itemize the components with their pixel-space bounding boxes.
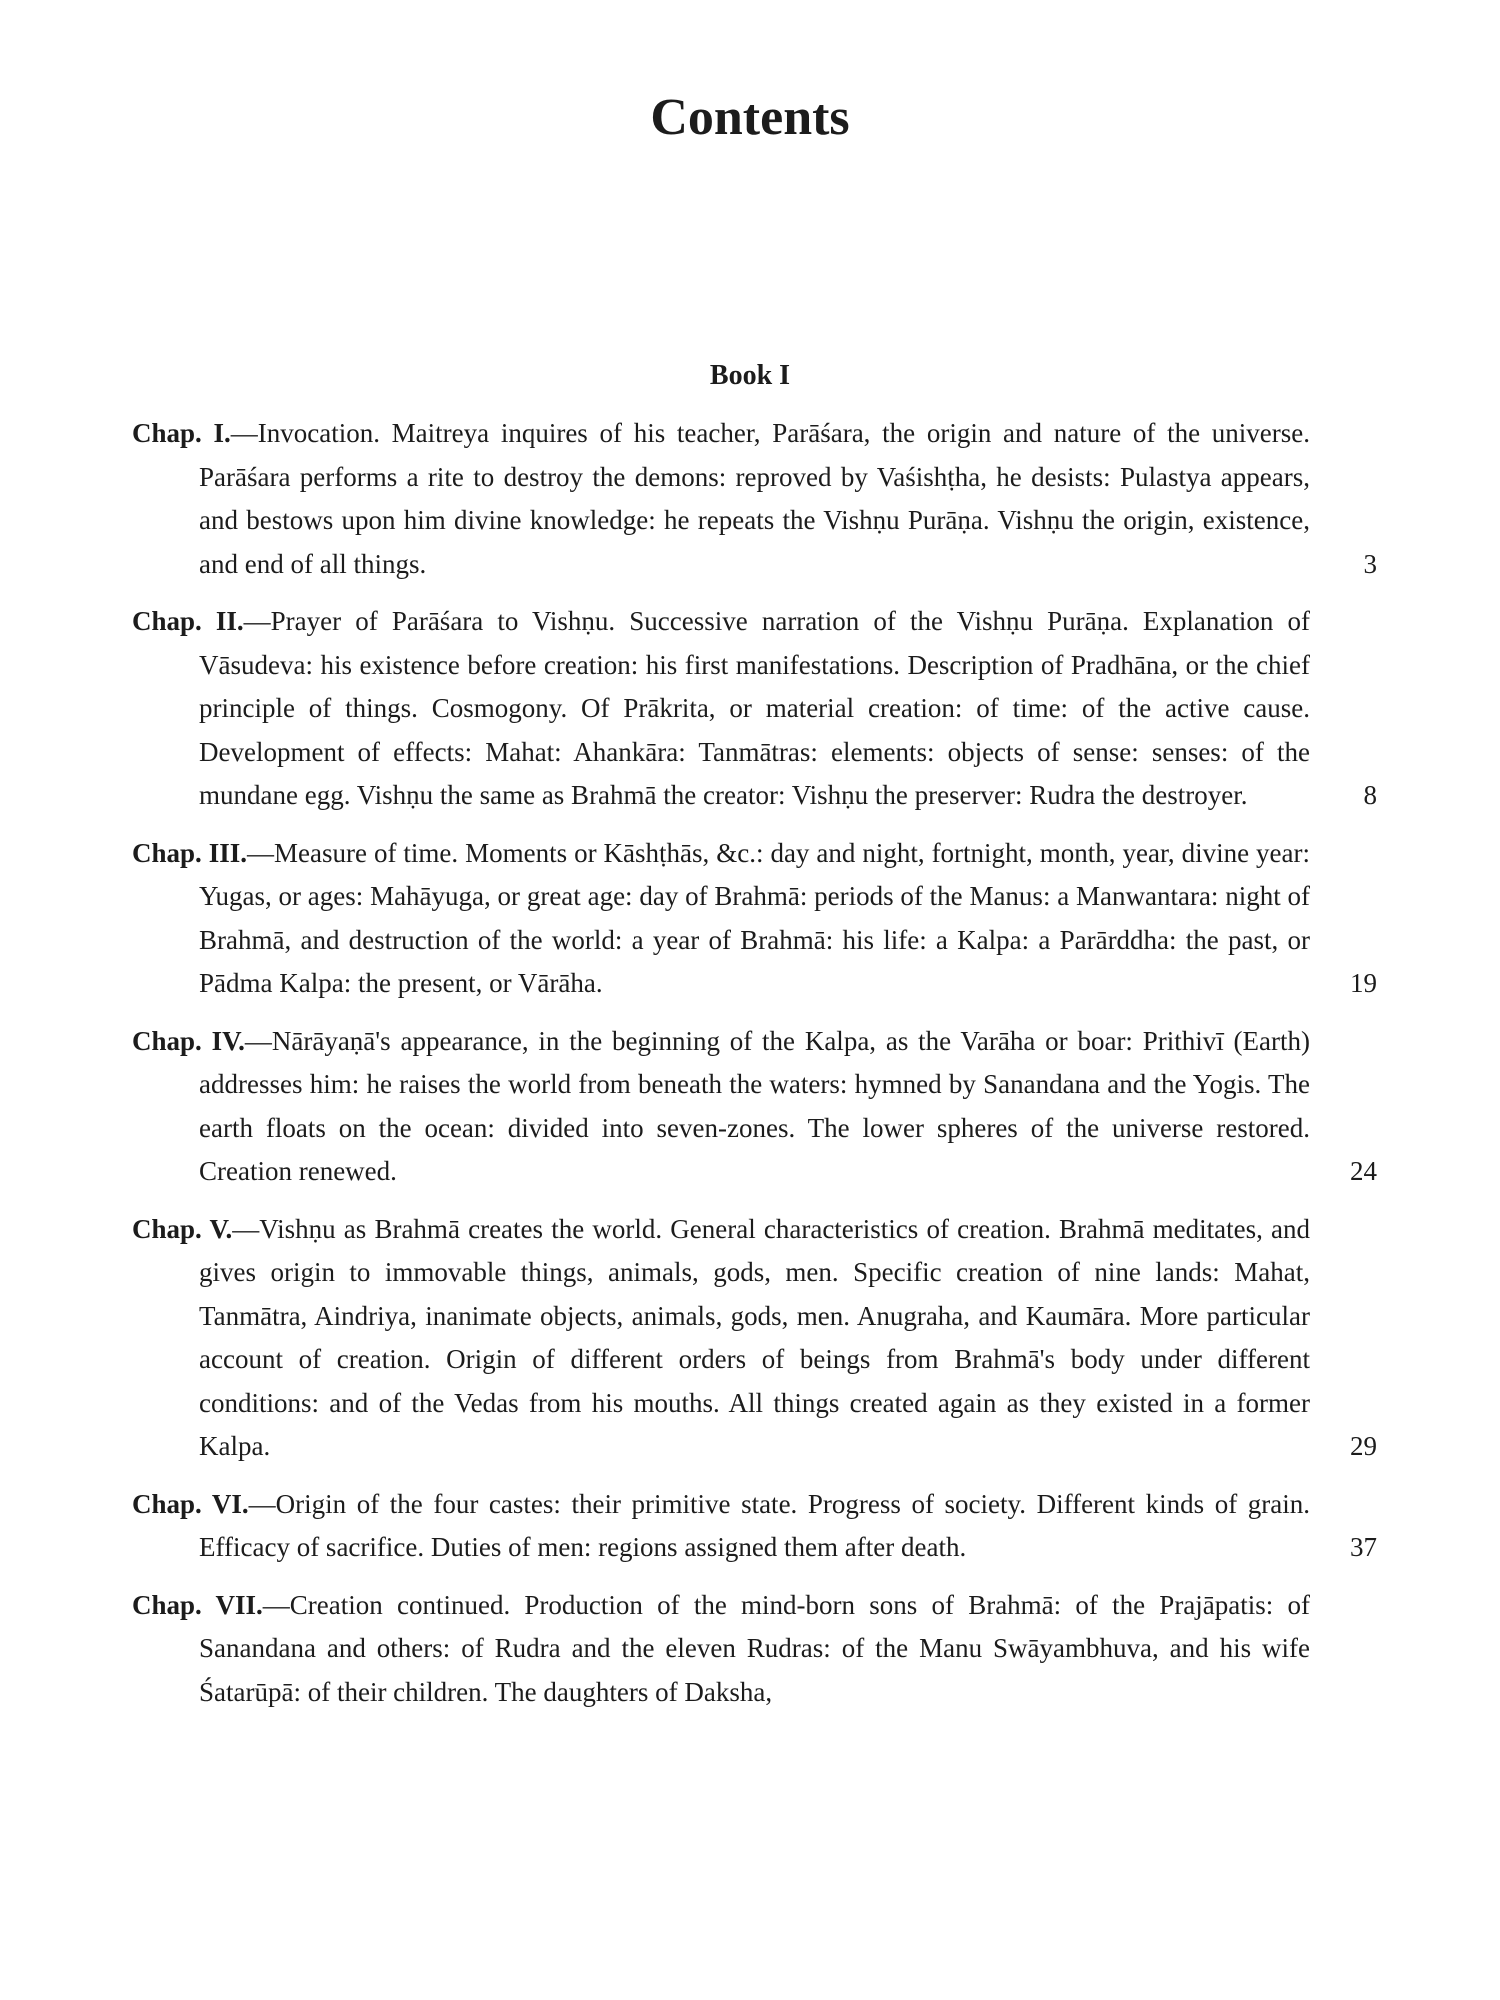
page-number: 37 [1350, 1532, 1377, 1562]
page-number: 19 [1350, 968, 1377, 998]
toc-entry-chap-1 [132, 412, 1377, 586]
chapter-label: Chap. IV. [132, 1025, 245, 1056]
chapter-label: Chap. VII. [132, 1589, 263, 1620]
toc-entry-chap-2 [132, 600, 1377, 818]
chapter-label: Chap. II. [132, 606, 244, 636]
page-number: 29 [1350, 1431, 1377, 1461]
table-of-contents [132, 412, 1377, 1728]
chapter-summary: —Nārāyaṇā's appearance, in the beginning of the Kalpa, as the Varāha or boar: Prithivī (Earth) addresses him: he raises the world from beneath the waters: hymned by Sanandana and the Yogis. The earth floats on the ocean: divided into seven-zones. The lower spheres of the universe restored. Creation renewed. [199, 1025, 1310, 1186]
page-number: 3 [1363, 548, 1377, 579]
toc-entry-chap-7 [132, 1584, 1377, 1715]
chapter-label: Chap. I. [132, 418, 231, 448]
chapter-summary: —Invocation. Maitreya inquires of his teacher, Parāśara, the origin and nature of the universe. Parāśara performs a rite to destroy the demons: reproved by Vaśishṭha, he desists: Pulastya appears, and bestows upon him divine knowledge: he repeats the Vishṇu Purāṇa. Vishṇu the origin, existence, and end of all things. [199, 418, 1310, 579]
toc-entry-chap-3 [132, 832, 1377, 1006]
page-number: 8 [1363, 780, 1377, 810]
chapter-label: Chap. VI. [132, 1488, 249, 1519]
toc-entry-chap-6 [132, 1483, 1377, 1570]
chapter-label: Chap. III. [132, 837, 248, 868]
book-heading: Book I [709, 360, 791, 391]
toc-entry-chap-4 [132, 1020, 1377, 1194]
page-title: Contents [650, 89, 850, 146]
chapter-summary: —Vishṇu as Brahmā creates the world. General characteristics of creation. Brahmā meditates, and gives origin to immovable things, animals, gods, men. Specific creation of nine lands: Mahat, Tanmātra, Aindriya, inanimate objects, animals, gods, men. Anugraha, and Kaumāra. More particular account of creation. Origin of different orders of beings from Brahmā's body under different conditions: and of the Vedas from his mouths. All things created again as they existed in a former Kalpa. [199, 1213, 1310, 1461]
chapter-summary: —Creation continued. Production of the mind-born sons of Brahmā: of the Prajāpatis: of Sanandana and others: of Rudra and the eleven Rudras: of the Manu Swāyambhuva, and his wife Śatarūpā: of their children. The daughters of Daksha, [199, 1589, 1310, 1707]
chapter-label: Chap. V. [132, 1213, 233, 1244]
chapter-summary: —Measure of time. Moments or Kāshṭhās, &c.: day and night, fortnight, month, year, divine year: Yugas, or ages: Mahāyuga, or great age: day of Brahmā: periods of the Manus: a Manwantara: night of Brahmā, and destruction of the world: a year of Brahmā: his life: a Kalpa: a Parārddha: the past, or Pādma Kalpa: the present, or Vārāha. [199, 837, 1310, 998]
toc-entry-chap-5 [132, 1208, 1377, 1469]
chapter-summary: —Origin of the four castes: their primitive state. Progress of society. Different kinds of grain. Efficacy of sacrifice. Duties of men: regions assigned them after death. [199, 1488, 1310, 1562]
page-number: 24 [1350, 1156, 1377, 1186]
chapter-summary: —Prayer of Parāśara to Vishṇu. Successive narration of the Vishṇu Purāṇa. Explanation of Vāsudeva: his existence before creation: his first manifestations. Description of Pradhāna, or the chief principle of things. Cosmogony. Of Prākrita, or material creation: of time: of the active cause. Development of effects: Mahat: Ahankāra: Tanmātras: elements: objects of sense: senses: of the mundane egg. Vishṇu the same as Brahmā the creator: Vishṇu the preserver: Rudra the destroyer. [199, 606, 1310, 810]
